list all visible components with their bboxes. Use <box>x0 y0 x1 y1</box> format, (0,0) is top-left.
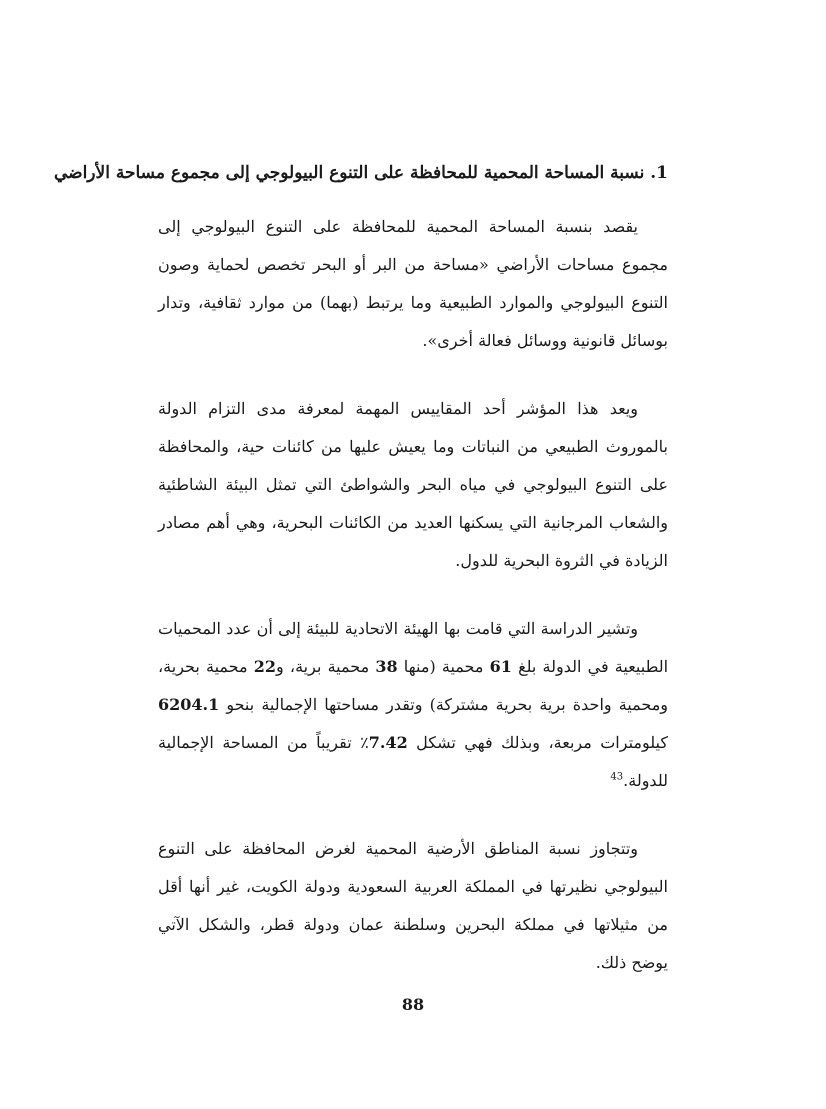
paragraph-reserves-statistics <box>158 610 668 800</box>
page-content <box>53 160 669 1012</box>
text-segment: محمية بحرية، ومحمية واحدة برية بحرية مشتركة) وتقدر مساحتها الإجمالية بنحو <box>158 657 668 714</box>
section-heading: 1. نسبة المساحة المحمية للمحافظة على التنوع البيولوجي إلى مجموع مساحة الأراضي <box>53 163 668 183</box>
page-number: 88 <box>401 995 425 1014</box>
area-percentage-value: 7.42 <box>368 733 408 752</box>
paragraph-regional-comparison: وتتجاوز نسبة المناطق الأرضية المحمية لغرض المحافظة على التنوع البيولوجي نظيرتها في المملكة العربية السعودية ودولة الكويت، غير أنها أقل من مثيلاتها في مملكة البحرين وسلطنة عمان ودولة قطر، والشكل الآتي يوضح ذلك. <box>158 839 668 972</box>
text-segment: ٪ تقريباً من المساحة الإجمالية للدولة. <box>158 733 668 790</box>
text-segment: كيلومترات مربعة، وبذلك فهي تشكل <box>407 733 668 752</box>
text-segment: محمية برية، و <box>276 657 376 676</box>
land-reserves-count: 38 <box>375 657 398 676</box>
text-segment: محمية (منها <box>397 657 490 676</box>
text-segment: وتشير الدراسة التي قامت بها الهيئة الاتحادية للبيئة إلى أن عدد المحميات الطبيعية في الدولة بلغ <box>158 619 669 676</box>
reserves-total-count: 61 <box>489 657 512 676</box>
paragraph-definition: يقصد بنسبة المساحة المحمية للمحافظة على التنوع البيولوجي إلى مجموع مساحات الأراضي «مساحة من البر أو البحر تخصص لحماية وصون التنوع البيولوجي والموارد الطبيعية وما يرتبط (بهما) من موارد ثقافية، وتدار بوسائل قانونية ووسائل فعالة أخرى». <box>158 217 668 350</box>
marine-reserves-count: 22 <box>253 657 277 676</box>
footnote-reference: 43 <box>610 771 624 783</box>
paragraph-indicator-importance: ويعد هذا المؤشر أحد المقاييس المهمة لمعرفة مدى التزام الدولة بالموروث الطبيعي من النباتات وما يعيش عليها من كائنات حية، والمحافظة على التنوع البيولوجي في مياه البحر والشواطئ التي تمثل البيئة الشاطئية والشعاب المرجانية التي يسكنها العديد من الكائنات البحرية، وهي أهم مصادر الزيادة في الثروة البحرية للدول. <box>158 399 668 570</box>
total-area-value: 6204.1 <box>158 695 220 714</box>
